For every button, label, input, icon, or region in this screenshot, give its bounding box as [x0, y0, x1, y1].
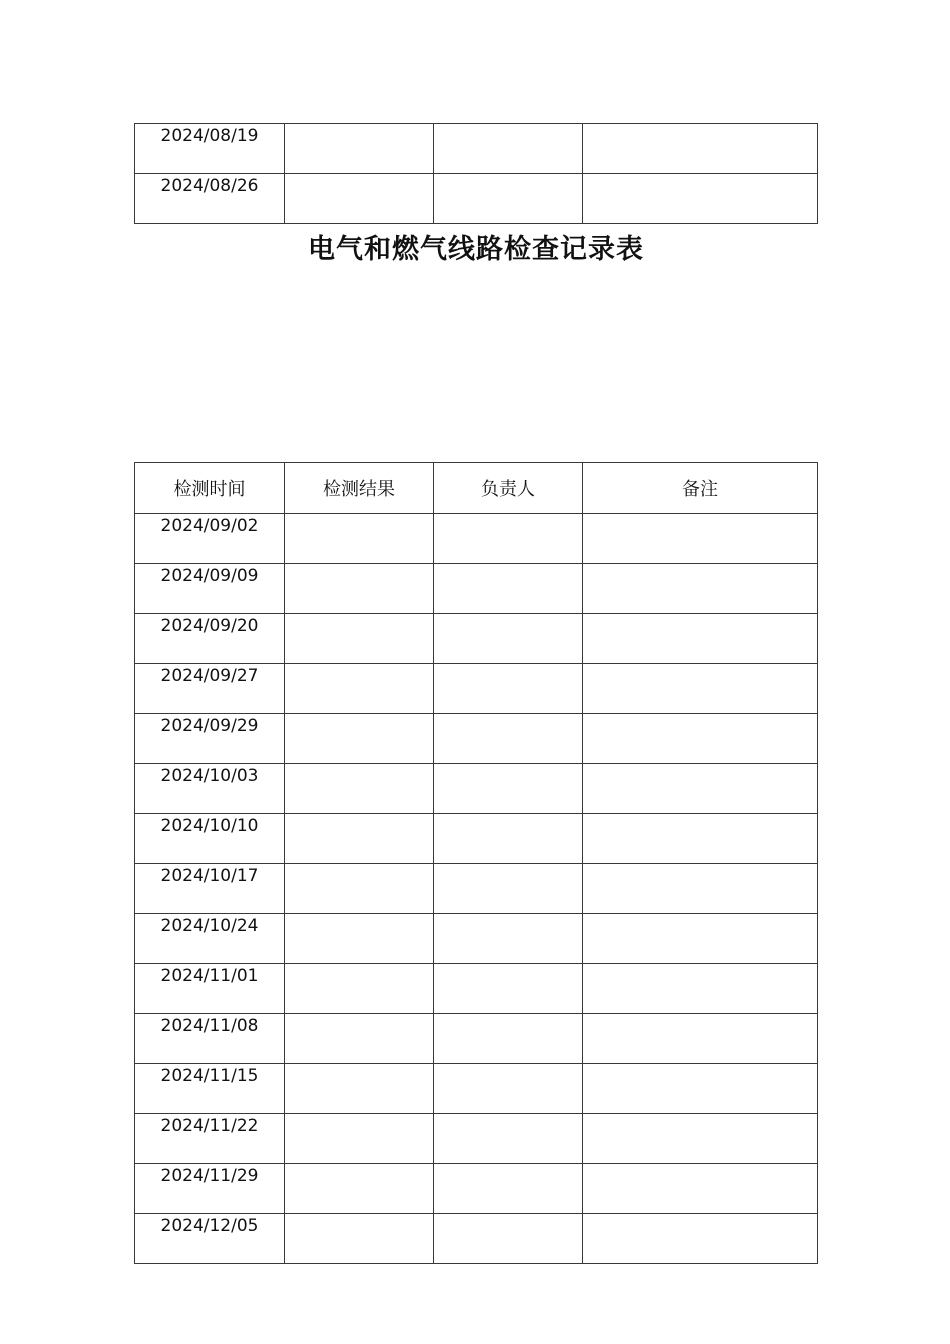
person-cell [434, 174, 583, 224]
date-cell: 2024/10/24 [135, 914, 285, 964]
person-cell [434, 1064, 583, 1114]
result-cell [285, 564, 434, 614]
inspection-record-table-body [135, 514, 818, 1264]
result-cell [285, 764, 434, 814]
result-cell [285, 1014, 434, 1064]
result-cell [285, 514, 434, 564]
header-remarks: 备注 [583, 463, 818, 514]
person-cell [434, 1014, 583, 1064]
table-row [135, 1214, 818, 1264]
previous-page-table [134, 123, 818, 224]
note-cell [583, 124, 818, 174]
note-cell [583, 964, 818, 1014]
note-cell [583, 664, 818, 714]
previous-page-table-body [135, 124, 818, 224]
person-cell [434, 1214, 583, 1264]
person-cell [434, 1114, 583, 1164]
person-cell [434, 564, 583, 614]
note-cell [583, 1064, 818, 1114]
header-inspection-time: 检测时间 [135, 463, 285, 514]
table-row [135, 864, 818, 914]
table-row [135, 1014, 818, 1064]
header-inspection-result: 检测结果 [285, 463, 434, 514]
person-cell [434, 864, 583, 914]
note-cell [583, 764, 818, 814]
note-cell [583, 714, 818, 764]
date-cell: 2024/10/03 [135, 764, 285, 814]
person-cell [434, 1164, 583, 1214]
result-cell [285, 964, 434, 1014]
note-cell [583, 1164, 818, 1214]
table-row [135, 1064, 818, 1114]
note-cell [583, 814, 818, 864]
result-cell [285, 864, 434, 914]
date-cell: 2024/09/02 [135, 514, 285, 564]
person-cell [434, 124, 583, 174]
table-row [135, 914, 818, 964]
date-cell: 2024/08/26 [135, 174, 285, 224]
result-cell [285, 1214, 434, 1264]
note-cell [583, 1114, 818, 1164]
note-cell [583, 914, 818, 964]
table-row [135, 664, 818, 714]
note-cell [583, 864, 818, 914]
result-cell [285, 1164, 434, 1214]
table-row [135, 564, 818, 614]
date-cell: 2024/11/22 [135, 1114, 285, 1164]
date-cell: 2024/09/29 [135, 714, 285, 764]
table-row [135, 514, 818, 564]
person-cell [434, 714, 583, 764]
result-cell [285, 664, 434, 714]
result-cell [285, 914, 434, 964]
date-cell: 2024/10/17 [135, 864, 285, 914]
result-cell [285, 1064, 434, 1114]
date-cell: 2024/09/09 [135, 564, 285, 614]
table-row [135, 714, 818, 764]
table-header-row [135, 463, 818, 514]
table-row [135, 174, 818, 224]
result-cell [285, 124, 434, 174]
result-cell [285, 614, 434, 664]
table-row [135, 124, 818, 174]
note-cell [583, 614, 818, 664]
note-cell [583, 174, 818, 224]
date-cell: 2024/11/15 [135, 1064, 285, 1114]
person-cell [434, 514, 583, 564]
date-cell: 2024/09/20 [135, 614, 285, 664]
document-title: 电气和燃气线路检查记录表 [308, 234, 644, 265]
result-cell [285, 1114, 434, 1164]
note-cell [583, 564, 818, 614]
note-cell [583, 514, 818, 564]
person-cell [434, 964, 583, 1014]
person-cell [434, 914, 583, 964]
table-row [135, 614, 818, 664]
date-cell: 2024/11/29 [135, 1164, 285, 1214]
note-cell [583, 1014, 818, 1064]
date-cell: 2024/12/05 [135, 1214, 285, 1264]
result-cell [285, 814, 434, 864]
table-row [135, 1114, 818, 1164]
date-cell: 2024/11/08 [135, 1014, 285, 1064]
person-cell [434, 814, 583, 864]
date-cell: 2024/10/10 [135, 814, 285, 864]
result-cell [285, 174, 434, 224]
date-cell: 2024/11/01 [135, 964, 285, 1014]
date-cell: 2024/09/27 [135, 664, 285, 714]
table-row [135, 764, 818, 814]
table-row [135, 814, 818, 864]
person-cell [434, 614, 583, 664]
table-row [135, 964, 818, 1014]
note-cell [583, 1214, 818, 1264]
header-responsible-person: 负责人 [434, 463, 583, 514]
person-cell [434, 664, 583, 714]
result-cell [285, 714, 434, 764]
date-cell: 2024/08/19 [135, 124, 285, 174]
person-cell [434, 764, 583, 814]
inspection-record-table [134, 462, 818, 1264]
table-row [135, 1164, 818, 1214]
